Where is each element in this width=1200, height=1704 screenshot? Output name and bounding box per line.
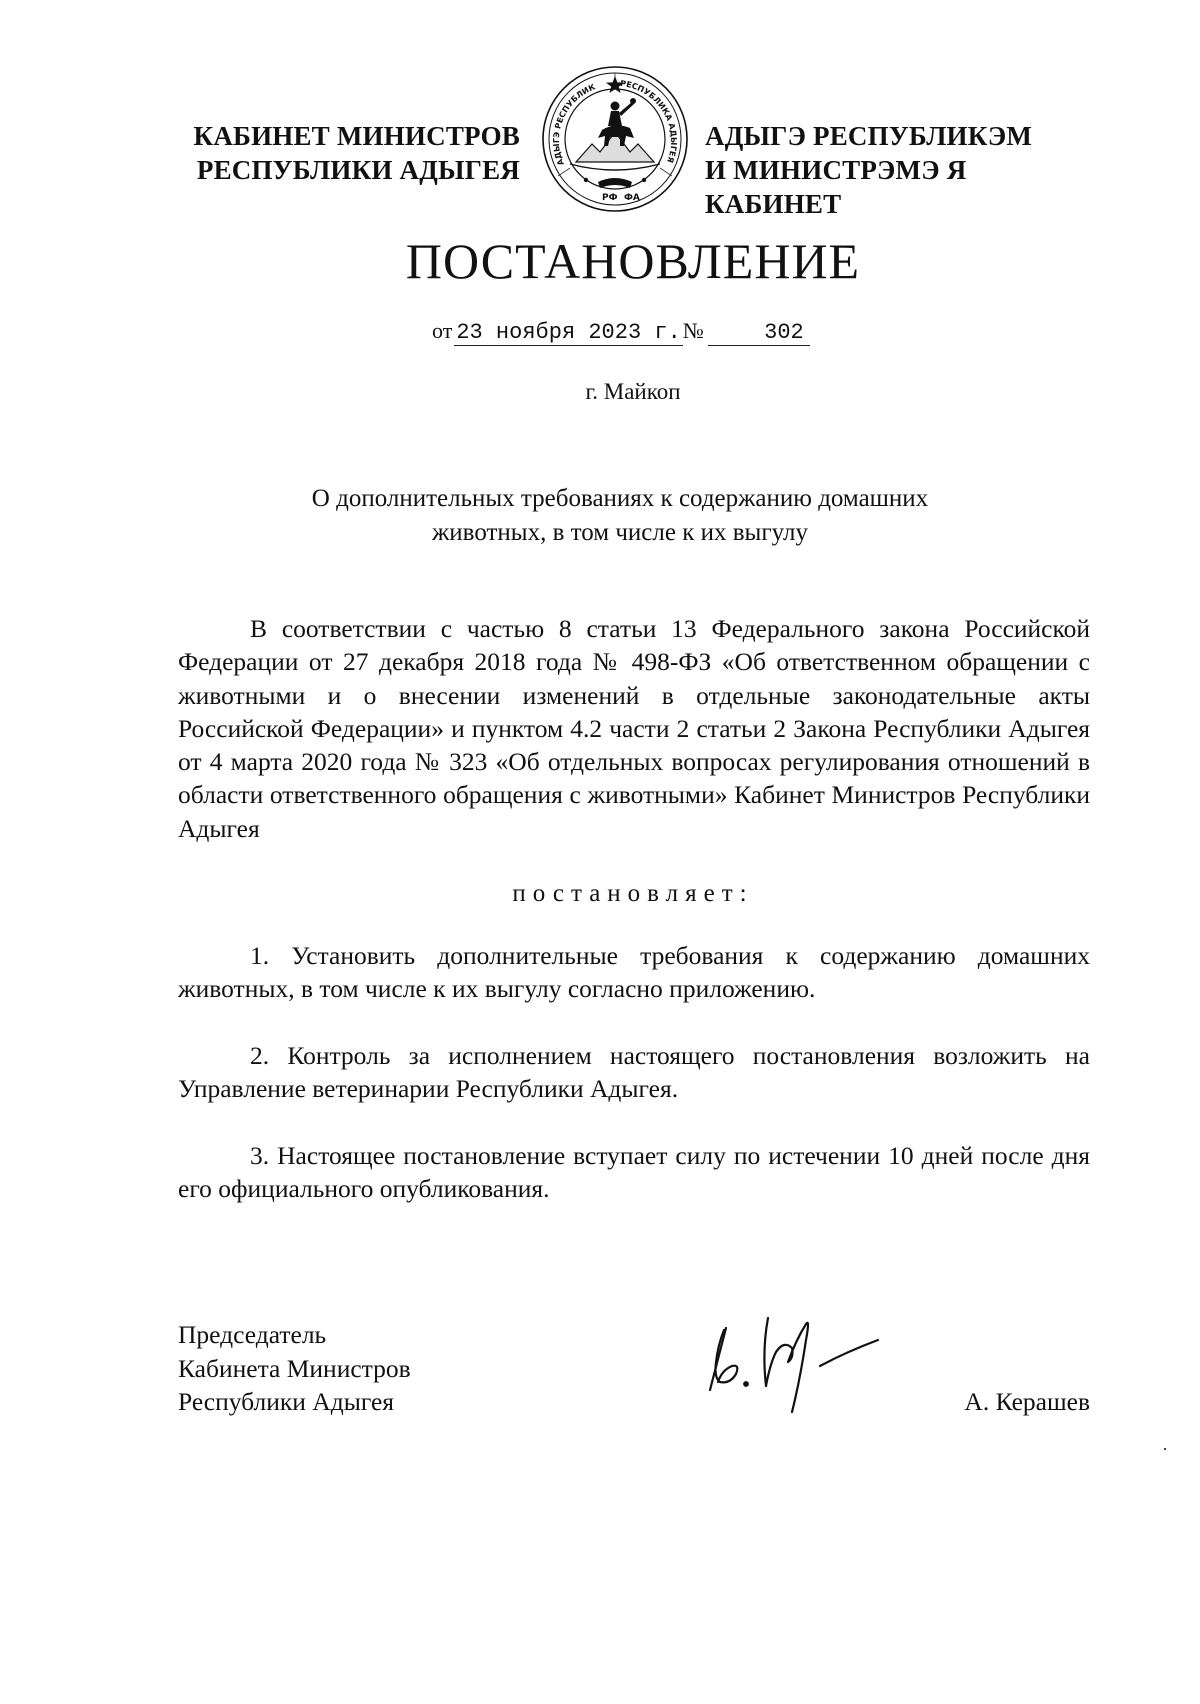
preamble-paragraph: В соответствии с частью 8 статьи 13 Федерального закона Российской Федерации от 27 декабря 2018 года № 498-ФЗ «Об ответственном обращении с животными и о внесении изменений в отдельные законодательные акты Российской Федерации» и пунктом 4.2 части 2 статьи 2 Закона Республики Адыгея от 4 марта 2020 года № 323 «Об отдельных вопросах регулирования отношений в области ответственного обращения с животными» Кабинет Министров Республики Адыгея bbox=[178, 614, 1090, 843]
signatory-title-line1: Председатель bbox=[178, 1320, 327, 1349]
decree-item-1: 1. Установить дополнительные требования к содержанию домашних животных, в том числе к их выгулу согласно приложению. bbox=[178, 941, 1090, 1004]
document-type: ПОСТАНОВЛЕНИЕ bbox=[405, 233, 861, 289]
signatory-name: А. Керашев bbox=[964, 1387, 1090, 1416]
date-prefix: от bbox=[432, 318, 453, 343]
signatory-title bbox=[178, 1318, 411, 1419]
issuer-adyghe-line2: И МИНИСТРЭМЭ Я КАБИНЕТ bbox=[705, 155, 967, 219]
emblem-text-right: РЕСПУБЛИКА АДЫГЕЯ bbox=[619, 78, 679, 165]
document-date: 23 ноября 2023 г. bbox=[456, 320, 681, 345]
document-number: 302 bbox=[708, 320, 810, 346]
emblem-text-left: АДЫГЭ РЕСПУБЛИК bbox=[551, 82, 597, 167]
document-subject bbox=[240, 482, 1000, 550]
subject-line1: О дополнительных требованиях к содержанию домашних bbox=[311, 485, 929, 512]
issuer-russian-line2: РЕСПУБЛИКИ АДЫГЕЯ bbox=[196, 155, 520, 185]
decree-item-3: 3. Настоящее постановление вступает силу по истечении 10 дней после дня его официального опубликования. bbox=[178, 1141, 1090, 1204]
issuer-russian bbox=[190, 119, 520, 187]
decree-item-2: 2. Контроль за исполнением настоящего постановления возложить на Управление ветеринарии Республики Адыгея. bbox=[178, 1041, 1090, 1104]
signatory-title-line2: Кабинета Министров bbox=[178, 1353, 411, 1383]
handwritten-signature bbox=[696, 1300, 906, 1420]
number-prefix: № bbox=[682, 318, 704, 343]
city: г. Майкоп bbox=[585, 379, 681, 404]
svg-text:ФА: ФА bbox=[624, 193, 640, 203]
issuer-russian-line1: КАБИНЕТ МИНИСТРОВ bbox=[193, 121, 520, 151]
date-number-line bbox=[432, 318, 810, 346]
decree-word: постановляет: bbox=[512, 880, 754, 907]
scan-speck bbox=[1164, 1448, 1166, 1450]
emblem-text-bottom: РФ bbox=[602, 193, 618, 203]
signatory-title-line3: Республики Адыгея bbox=[178, 1387, 394, 1416]
coat-of-arms-icon bbox=[540, 64, 690, 214]
subject-line2: животных, в том числе к их выгулу bbox=[432, 519, 808, 546]
issuer-adyghe bbox=[705, 119, 1105, 221]
issuer-adyghe-line1: АДЫГЭ РЕСПУБЛИКЭМ bbox=[705, 121, 1033, 151]
